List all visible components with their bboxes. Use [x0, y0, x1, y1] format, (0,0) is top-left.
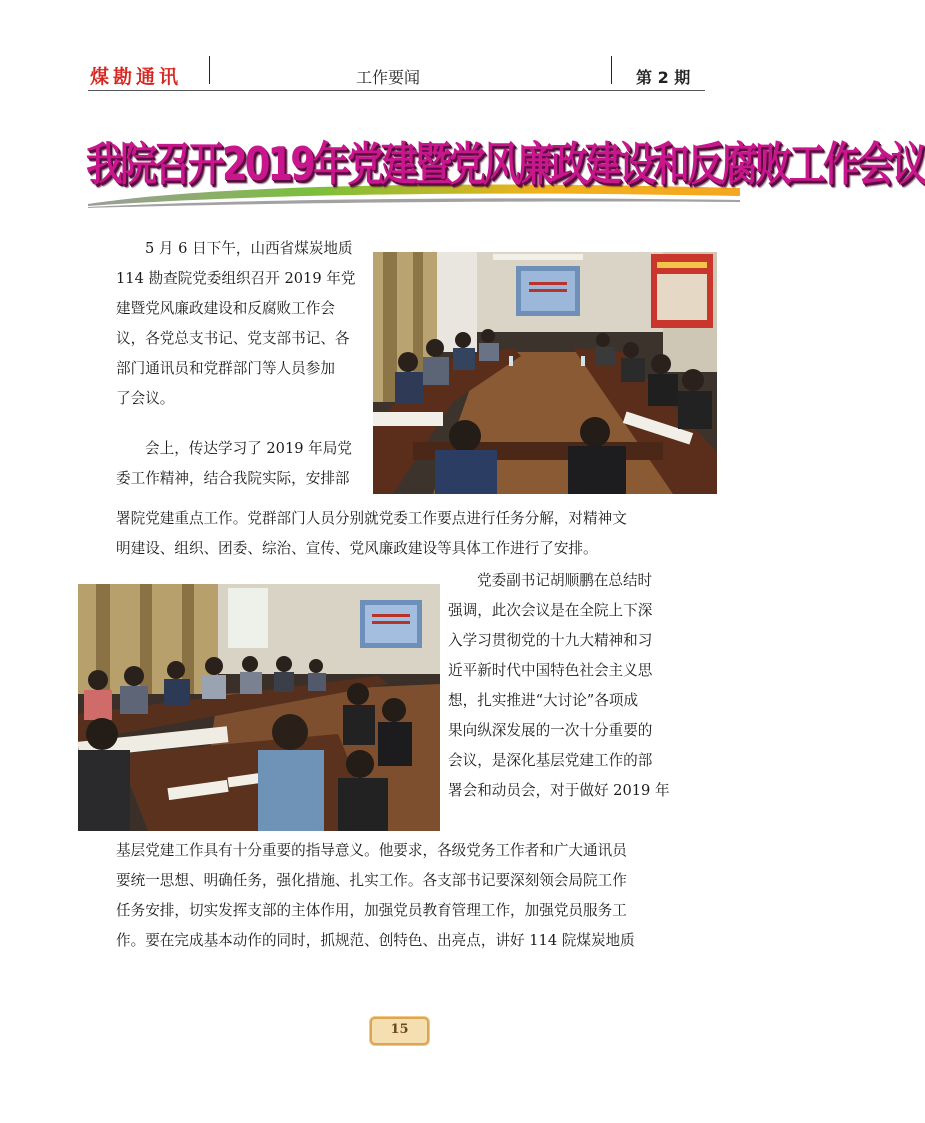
text-line: 基层党建工作具有十分重要的指导意义。他要求，各级党务工作者和广大通讯员	[116, 842, 627, 859]
section-name: 工作要闻	[356, 68, 421, 87]
text-line: 果向纵深发展的一次十分重要的	[448, 722, 653, 739]
article-title-block	[86, 118, 925, 210]
text-line: 党委副书记胡顺鹏在总结时	[477, 572, 653, 589]
text-line: 会议，是深化基层党建工作的部	[448, 752, 653, 769]
text-line: 114 勘查院党委组织召开 2019 年党	[116, 270, 356, 287]
text-line: 署院党建重点工作。党群部门人员分别就党委工作要点进行任务分解，对精神文	[116, 510, 627, 527]
text-line: 委工作精神，结合我院实际，安排部	[116, 470, 350, 487]
meeting-photo-2	[78, 584, 440, 831]
page-number: 15	[390, 1022, 409, 1037]
text-line: 明建设、组织、团委、综治、宣传、党风廉政建设等具体工作进行了安排。	[116, 540, 598, 557]
text-line: 建暨党风廉政建设和反腐败工作会	[116, 300, 335, 317]
header-divider	[209, 56, 210, 84]
text-line: 了会议。	[116, 390, 175, 407]
text-line: 强调，此次会议是在全院上下深	[448, 602, 653, 619]
article-title: 我院召开2019年党建暨党风廉政建设和反腐败工作会议	[86, 137, 925, 191]
text-line: 近平新时代中国特色社会主义思	[448, 662, 653, 679]
publication-name: 煤勘通讯	[90, 66, 183, 88]
text-line: 署会和动员会，对于做好 2019 年	[448, 782, 670, 799]
text-line: 部门通讯员和党群部门等人员参加	[116, 360, 335, 377]
text-line: 任务安排，切实发挥支部的主体作用，加强党员教育管理工作，加强党员服务工	[116, 902, 627, 919]
header-divider	[611, 56, 612, 84]
text-line: 入学习贯彻党的十九大精神和习	[448, 632, 653, 649]
paragraph-summary-continued	[116, 836, 684, 956]
paragraph-summary	[448, 566, 684, 806]
paragraph-meeting-continued	[116, 504, 684, 564]
text-line: 议，各党总支书记、党支部书记、各	[116, 330, 350, 347]
paragraph-meeting	[116, 434, 364, 494]
header-rule	[88, 90, 705, 91]
text-line: 作。要在完成基本动作的同时，抓规范、创特色、出亮点，讲好 114 院煤炭地质	[116, 932, 635, 949]
text-line: 5 月 6 日下午，山西省煤炭地质	[145, 240, 353, 257]
meeting-photo-1	[373, 252, 717, 494]
page-header	[88, 52, 705, 92]
text-line: 想，扎实推进“大讨论”各项成	[448, 692, 639, 709]
page-number-badge	[370, 1017, 429, 1045]
paragraph-intro	[116, 234, 364, 414]
text-line: 要统一思想、明确任务，强化措施、扎实工作。各支部书记要深刻领会局院工作	[116, 872, 627, 889]
issue-number: 第 2 期	[636, 68, 691, 87]
text-line: 会上，传达学习了 2019 年局党	[145, 440, 352, 457]
